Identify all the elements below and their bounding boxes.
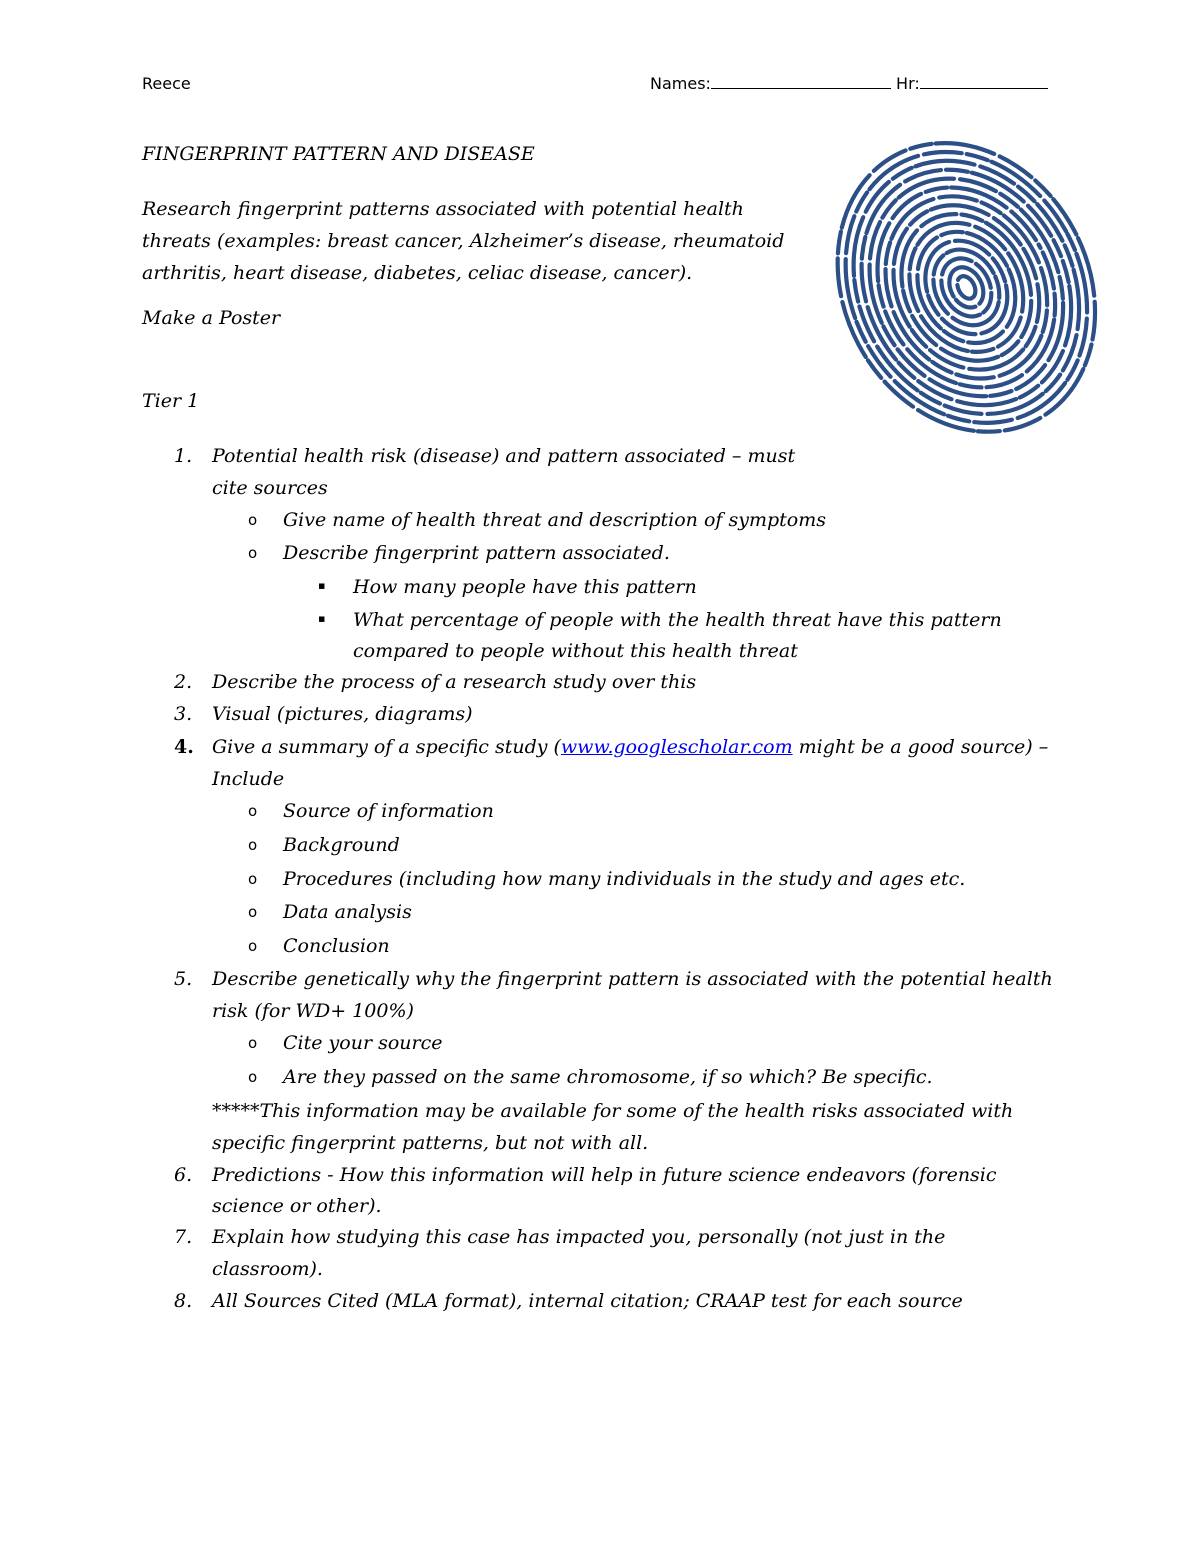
fingerprint-ridge	[887, 203, 1045, 372]
names-label: Names:	[650, 74, 711, 93]
list-item: Describe genetically why the fingerprint pattern is associated with the potential health	[212, 968, 1053, 990]
poster-instruction: Make a Poster	[142, 307, 281, 329]
list-item: Potential health risk (disease) and pattern associated – must	[212, 445, 796, 467]
sub-sub-item: How many people have this pattern	[353, 576, 697, 598]
list-item: Give a summary of a specific study (www.googlescholar.com might be a good source) –	[212, 736, 1049, 758]
list-item: Visual (pictures, diagrams)	[212, 703, 473, 725]
list-item-cont: science or other).	[212, 1195, 382, 1217]
circle-bullet: o	[248, 802, 258, 820]
intro-paragraph: Research fingerprint patterns associated with potential health threats (examples: breast cancer, Alzheimer’s disease, rheumatoid arthritis, heart disease, diabetes, celiac disease, cancer).	[142, 198, 785, 284]
circle-bullet: o	[248, 870, 258, 888]
sub-item: Data analysis	[283, 901, 412, 923]
list-number: 5.	[174, 968, 193, 990]
list-item: Predictions - How this information will help in future science endeavors (forensic	[212, 1164, 997, 1186]
square-bullet: ▪	[318, 612, 326, 625]
fingerprint-ridge	[822, 118, 1107, 448]
list-item-cont: Include	[212, 768, 285, 790]
circle-bullet: o	[248, 544, 258, 562]
sub-item: Conclusion	[283, 935, 390, 957]
note: *****This information may be available for some of the health risks associated with	[212, 1100, 1014, 1122]
fingerprint-image	[822, 118, 1107, 448]
fingerprint-ridge	[954, 273, 979, 302]
name-hour-fields	[650, 74, 1048, 93]
author-name: Reece	[142, 74, 191, 93]
sub-item: Procedures (including how many individuals in the study and ages etc.	[283, 868, 966, 890]
list-item-cont: risk (for WD+ 100%)	[212, 1000, 414, 1022]
list-number: 2.	[174, 671, 193, 693]
list-item: Describe the process of a research study over this	[212, 671, 697, 693]
names-blank[interactable]	[711, 74, 891, 89]
list-number: 3.	[174, 703, 193, 725]
list-item: Explain how studying this case has impacted you, personally (not just in the	[212, 1226, 946, 1248]
circle-bullet: o	[248, 937, 258, 955]
sub-item: Background	[283, 834, 400, 856]
circle-bullet: o	[248, 836, 258, 854]
list-item-cont: cite sources	[212, 477, 328, 499]
hr-blank[interactable]	[920, 74, 1048, 89]
sub-item: Source of information	[283, 800, 494, 822]
list-number: 7.	[174, 1226, 193, 1248]
circle-bullet: o	[248, 903, 258, 921]
list-number: 4.	[174, 736, 194, 758]
list-number: 1.	[174, 445, 193, 467]
page-title: FINGERPRINT PATTERN AND DISEASE	[142, 143, 535, 165]
sub-item: Cite your source	[283, 1032, 443, 1054]
sub-item: Are they passed on the same chromosome, if so which? Be specific.	[283, 1066, 933, 1088]
googlescholar-link[interactable]: www.googlescholar.com	[560, 736, 793, 758]
circle-bullet: o	[248, 511, 258, 529]
fingerprint-ridge	[932, 250, 1002, 325]
circle-bullet: o	[248, 1034, 258, 1052]
note-cont: specific fingerprint patterns, but not with all.	[212, 1132, 649, 1154]
sub-sub-item: What percentage of people with the health threat have this pattern	[353, 609, 1002, 631]
sub-item: Give name of health threat and description of symptoms	[283, 509, 826, 531]
list-item-cont: classroom).	[212, 1258, 323, 1280]
list-number: 8.	[174, 1290, 193, 1312]
tier-heading: Tier 1	[142, 390, 200, 412]
list-item: All Sources Cited (MLA format), internal citation; CRAAP test for each source	[212, 1290, 963, 1312]
sub-item: Describe fingerprint pattern associated.	[283, 542, 670, 564]
hr-label: Hr:	[896, 74, 920, 93]
sub-sub-item-cont: compared to people without this health threat	[353, 640, 798, 662]
circle-bullet: o	[248, 1068, 258, 1086]
list-number: 6.	[174, 1164, 193, 1186]
square-bullet: ▪	[318, 579, 326, 592]
